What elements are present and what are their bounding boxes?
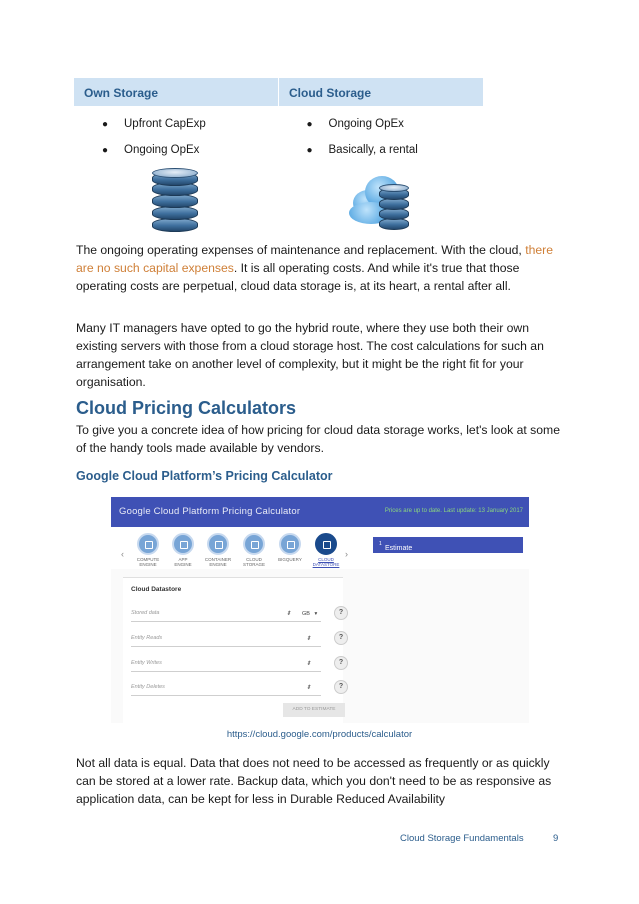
database-stack-icon [152, 168, 200, 234]
estimate-panel [373, 537, 523, 553]
product-app-engine[interactable] [166, 533, 200, 567]
product-cloud-datastore[interactable] [309, 533, 343, 567]
product-cloud-storage[interactable] [237, 533, 271, 567]
bullet-icon: ● [306, 119, 313, 130]
stepper-icon[interactable]: ⬍ [305, 661, 311, 667]
product-label: BIGQUERY [278, 557, 302, 562]
paragraph-intro-tools: To give you a concrete idea of how pricing for cloud data storage works, let's look at some of the handy tools made available by vendors. [76, 423, 560, 455]
stepper-icon[interactable]: ⬍ [305, 685, 311, 691]
list-item [94, 142, 279, 168]
add-to-estimate-button[interactable]: ADD TO ESTIMATE [283, 703, 345, 717]
app-engine-icon [172, 533, 194, 555]
bullet-icon: ● [102, 145, 109, 156]
product-label: COMPUTE ENGINE [136, 557, 160, 567]
subsection-heading: Google Cloud Platform’s Pricing Calculator [76, 469, 333, 483]
entity-writes-input[interactable]: Entity Writes ⬍ [131, 658, 321, 672]
cloud-storage-column [279, 106, 484, 238]
help-button-entity-reads[interactable]: ? [334, 631, 348, 645]
table-header-cloud: Cloud Storage [289, 86, 372, 100]
list-item-text: Upfront CapExp [124, 118, 206, 130]
entity-deletes-input[interactable]: Entity Deletes ⬍ [131, 682, 321, 696]
help-button-stored-data[interactable]: ? [334, 606, 348, 620]
pricing-calculator-screenshot [111, 497, 529, 723]
list-item-text: Ongoing OpEx [328, 118, 404, 130]
product-container-engine[interactable] [201, 533, 235, 567]
table-body [74, 106, 483, 238]
stepper-icon[interactable]: ⬍ [285, 611, 291, 617]
list-item [94, 116, 279, 142]
image-caption-link[interactable]: https://cloud.google.com/products/calculator [226, 729, 413, 740]
product-compute-engine[interactable] [131, 533, 165, 567]
datastore-form [123, 577, 343, 723]
list-item [299, 142, 484, 168]
list-item [299, 116, 484, 142]
table-header-row [74, 78, 483, 106]
form-title: Cloud Datastore [131, 586, 182, 593]
calculator-title-bar [111, 497, 529, 527]
stepper-icon[interactable]: ⬍ [305, 636, 311, 642]
own-storage-column [74, 106, 279, 238]
page-number: 9 [553, 833, 559, 844]
cloud-database-icon [349, 168, 415, 234]
paragraph-hybrid: Many IT managers have opted to go the hybrid route, where they use both their own existing servers with those from a cloud storage host. The cost calculations for such an arrangement take on another level of complexity, but it might be the right fit for your organisation. [76, 321, 544, 389]
help-button-entity-writes[interactable]: ? [334, 656, 348, 670]
entity-reads-input[interactable]: Entity Reads ⬍ [131, 633, 321, 647]
storage-comparison-table [74, 78, 483, 238]
list-item-text: Basically, a rental [328, 144, 418, 156]
unit-select[interactable]: GB ▾ [302, 611, 318, 617]
cloud-storage-list [299, 116, 484, 168]
bullet-icon: ● [306, 145, 313, 156]
paragraph-text: . It is all operating costs. And while it's true that those operating costs are perpetual, cloud data storage is, at its heart, a rental after all. [76, 261, 520, 293]
product-bigquery[interactable] [273, 533, 307, 562]
footer-title: Cloud Storage Fundamentals [400, 833, 524, 844]
chevron-down-icon: ▾ [314, 611, 318, 617]
stored-data-input[interactable]: Stored data ⬍ [131, 608, 321, 622]
cloud-datastore-icon [315, 533, 337, 555]
own-storage-icon-cell [94, 168, 279, 238]
paragraph-text: The ongoing operating expenses of maintenance and replacement. With the cloud, [76, 243, 526, 257]
cloud-storage-icon [243, 533, 265, 555]
calculator-update-note: Prices are up to date. Last update: 13 January 2017 [384, 508, 523, 514]
cloud-storage-icon-cell [299, 168, 484, 238]
paragraph-data-tiers: Not all data is equal. Data that does not need to be accessed as frequently or as quickly can be stored at a lower rate. Backup data, which you don't need to be as responsive as application data, can be kept for less in Durable Reduced Availability [76, 756, 552, 806]
capital-expenses-link[interactable]: there are no such capital expenses [76, 243, 553, 275]
list-item-text: Ongoing OpEx [124, 144, 200, 156]
table-header-own: Own Storage [74, 78, 279, 106]
product-label: APP ENGINE [174, 557, 192, 567]
product-label: CLOUD DATASTORE [312, 557, 340, 567]
calculator-title: Google Cloud Platform Pricing Calculator [119, 506, 301, 517]
chevron-left-icon[interactable]: ‹ [121, 549, 124, 559]
product-label: CONTAINER ENGINE [204, 557, 232, 567]
estimate-label: Estimate $^1$ [379, 541, 413, 552]
paragraph-capex [76, 241, 566, 295]
compute-engine-icon [137, 533, 159, 555]
bullet-icon: ● [102, 119, 109, 130]
own-storage-list [94, 116, 279, 168]
section-heading: Cloud Pricing Calculators [76, 398, 297, 418]
bigquery-icon [279, 533, 301, 555]
chevron-right-icon[interactable]: › [345, 549, 348, 559]
product-label: CLOUD STORAGE [243, 557, 265, 567]
container-engine-icon [207, 533, 229, 555]
help-button-entity-deletes[interactable]: ? [334, 680, 348, 694]
